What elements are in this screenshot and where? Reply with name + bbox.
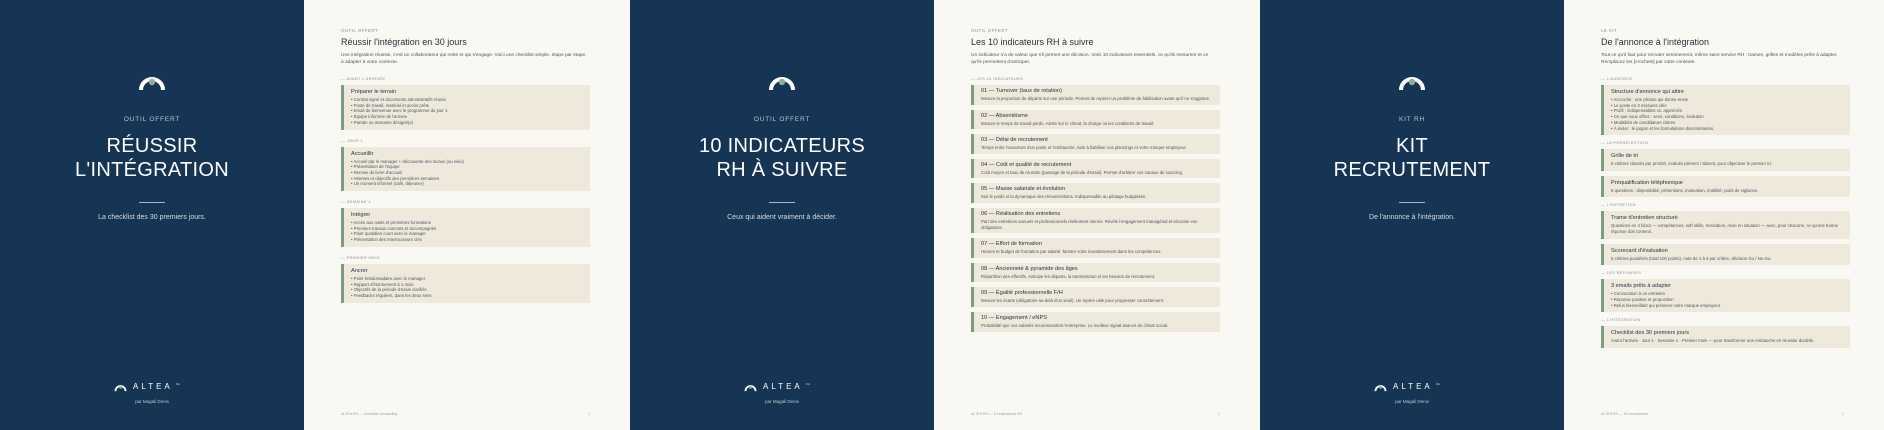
page-title: Les 10 indicateurs RH à suivre: [971, 37, 1094, 47]
page-intro: Une intégration réussie, c'est un collaborateur qui reste et qui s'engage. Voici une checklist simple, étape par étape, à adapter à votre contexte.: [341, 53, 587, 65]
page-title: Réussir l'intégration en 30 jours: [341, 37, 467, 47]
card-title: 10 — Engagement / eNPS: [981, 314, 1047, 321]
page-intro: Tout ce qu'il faut pour recruter sereinement, même sans service RH : trames, grilles et modèles prêts à adapter. Remplacez les [crochets] par votre contexte.: [1601, 53, 1838, 65]
list-item: • Objectifs de la période d'essai clarifiés: [351, 287, 584, 293]
brand-logo: [1374, 379, 1450, 393]
section-label: — LA PRÉSÉLECTION: [1601, 140, 1850, 145]
list-item: • Accroche : une phrase qui donne envie: [1611, 97, 1844, 103]
page-intro: Un indicateur n'a de valeur que s'il permet une décision. Voici 10 indicateurs essentiels, ce qu'ils mesurent et ce qu'ils permettent d'anticiper.: [971, 53, 1209, 65]
section-label: — LES 10 INDICATEURS: [971, 76, 1220, 81]
cover-indicators: [630, 0, 934, 430]
card-description: Répartition des effectifs. Anticipe les départs, la transmission et les besoins de recrutement.: [981, 273, 1156, 279]
brand-tm: RH: [175, 381, 181, 386]
indicator-card: [971, 85, 1220, 105]
list-item: • Contrat signé et documents administratifs réunis: [351, 97, 584, 103]
list-item: • Équipe informée de l'arrivée: [351, 114, 584, 120]
indicator-card: [971, 183, 1220, 203]
card-title: 3 emails prêts à adapter: [1611, 283, 1672, 290]
altea-logo-icon: [768, 68, 796, 92]
page-footer: ALTEA RH — 10 indicateurs RH: [971, 412, 1023, 416]
list-item: • Rapport d'étonnement à 1 mois: [351, 282, 584, 288]
altea-logo-icon: [138, 68, 166, 92]
card-description: Probabilité que vos salariés recommandent l'entreprise. Le meilleur signal avancé du climat social.: [981, 322, 1169, 328]
list-item: • Accueil par le manager + découverte des locaux (ou visio): [351, 159, 584, 165]
card-description: 5 questions : disponibilité, prétentions, motivation, mobilité, point de vigilance.: [1611, 187, 1759, 193]
card-description: Mesure le temps de travail perdu. Alerte sur le climat, la charge ou les conditions de travail.: [981, 120, 1155, 126]
cover-author: par Magali Denis: [1395, 399, 1429, 404]
card-title: 04 — Coût et qualité de recrutement: [981, 161, 1072, 168]
card-title: 07 — Effort de formation: [981, 241, 1042, 248]
card-description: Part des entretiens annuels et professionnels réellement menés. Révèle l'engagement managérial et sécurise vos obligations.: [981, 218, 1198, 230]
cover-title-line: RH À SUIVRE: [716, 159, 848, 181]
cover-subtitle: La checklist des 30 premiers jours.: [98, 214, 206, 221]
card-title: Grille de tri: [1611, 153, 1639, 160]
card-title: Checklist des 30 premiers jours: [1611, 330, 1690, 337]
page-eyebrow: OUTIL OFFERT: [971, 28, 1009, 33]
page-hr-indicators: [934, 0, 1260, 430]
cover-subtitle: De l'annonce à l'intégration.: [1369, 214, 1455, 221]
list-item: • Point quotidien court avec le manager: [351, 231, 584, 237]
altea-logo-icon: [1374, 381, 1387, 392]
list-item: • Un moment informel (café, déjeuner): [351, 181, 584, 187]
checklist-card: [341, 147, 590, 192]
card-title: Scorecard d'évaluation: [1611, 247, 1668, 254]
altea-logo-icon: [1398, 68, 1426, 92]
brand-name: ALTEA: [763, 381, 803, 391]
cover-subtitle: Ceux qui aident vraiment à décider.: [727, 214, 837, 221]
section-label: — L'ANNONCE: [1601, 76, 1850, 81]
list-item: • Attentes et objectifs des premières semaines: [351, 176, 584, 182]
kit-card: [1601, 326, 1850, 348]
cover-label: KIT RH: [1399, 116, 1425, 123]
card-title: Accueillir: [351, 150, 374, 157]
indicator-card: [971, 208, 1220, 233]
indicator-card: [971, 110, 1220, 130]
indicator-card: [971, 287, 1220, 307]
cover-title-line: RECRUTEMENT: [1333, 159, 1491, 181]
brand-tm: RH: [1435, 381, 1441, 386]
cover-author: par Magali Denis: [765, 399, 799, 404]
checklist-card: [341, 208, 590, 247]
card-description: Temps entre l'ouverture d'un poste et l'embauche. Aide à fiabiliser vos plannings et votre marque employeur.: [981, 145, 1187, 151]
page-title: De l'annonce à l'intégration: [1601, 37, 1710, 47]
card-description: Questions en 4 blocs — compétences, soft skills, motivation, mise en situation — avec, pour chacune, ce qu'une bonne réponse doit contenir.: [1611, 223, 1839, 234]
section-label: — L'ENTRETIEN: [1601, 202, 1850, 207]
page-eyebrow: OUTIL OFFERT: [341, 28, 379, 33]
indicator-card: [971, 159, 1220, 179]
brand-logo: [114, 379, 190, 393]
cover-title-line: RÉUSSIR: [106, 135, 198, 157]
list-item: • Ce que vous offrez : sens, conditions, évolution: [1611, 114, 1844, 120]
kit-card: [1601, 176, 1850, 198]
card-title: Ancrer: [351, 267, 368, 274]
card-description: 5 critères pondérés (total 100 points), note de 1 à 5 par critère, décision Go / No-Go.: [1611, 255, 1772, 261]
list-item: • Présentation de l'équipe: [351, 164, 584, 170]
cover-author: par Magali Denis: [135, 399, 169, 404]
card-title: 09 — Égalité professionnelle F/H: [981, 290, 1063, 297]
card-title: Préparer le terrain: [351, 89, 397, 95]
section-label: — SEMAINE 1: [341, 199, 590, 204]
indicator-card: [971, 134, 1220, 154]
cover-title-line: KIT: [1395, 135, 1428, 157]
kit-card: [1601, 244, 1850, 266]
card-title: 02 — Absentéisme: [981, 112, 1028, 119]
brand-name: ALTEA: [133, 381, 173, 391]
brand-name: ALTEA: [1393, 381, 1433, 391]
section-label: — L'INTÉGRATION: [1601, 317, 1850, 322]
card-title: Préqualification téléphonique: [1611, 179, 1683, 186]
page-eyebrow: LE KIT: [1601, 28, 1618, 33]
altea-logo-icon: [114, 381, 127, 392]
card-description: Heures et budget de formation par salarié. Montre votre investissement dans les compétences.: [981, 249, 1162, 255]
list-item: • Le poste en 3 missions clés: [1611, 103, 1844, 109]
page-number: 1: [588, 412, 590, 416]
kit-card: [1601, 149, 1850, 171]
cover-title: [0, 134, 304, 182]
list-item: • Point hebdomadaire avec le manager: [351, 276, 584, 282]
checklist-card: [341, 264, 590, 303]
cover-title-line: 10 INDICATEURS: [698, 135, 866, 157]
brand-tm: RH: [805, 381, 811, 386]
cover-title: [630, 134, 934, 182]
kit-card: [1601, 85, 1850, 135]
page-footer: ALTEA RH — Checklist onboarding: [341, 412, 398, 416]
page-onboarding-checklist: [304, 0, 630, 430]
card-title: Structure d'annonce qui attire: [1611, 89, 1684, 95]
card-description: 6 critères classés par priorité, évalués présent / absent, pour objectiver le premier tri.: [1611, 161, 1772, 167]
card-title: 05 — Masse salariale et évolution: [981, 186, 1065, 193]
page-number: 1: [1842, 412, 1844, 416]
list-item: • Parrain ou marraine désigné(e): [351, 120, 584, 126]
page-footer: ALTEA RH — Kit recrutement: [1601, 412, 1649, 416]
list-item: • Poste de travail, matériel et accès prêts: [351, 103, 584, 109]
list-item: • Présentation des interlocuteurs clés: [351, 237, 584, 243]
kit-card: [1601, 211, 1850, 238]
page-number: 1: [1218, 412, 1220, 416]
card-title: Trame d'entretien structuré: [1611, 215, 1678, 222]
card-description: Coût moyen et taux de réussite (passage de la période d'essai). Permet d'arbitrer vos canaux de sourcing.: [981, 169, 1184, 175]
list-item: • Refus bienveillant qui préserve votre marque employeur: [1611, 303, 1844, 309]
list-item: • Modalités de candidature claires: [1611, 120, 1844, 126]
kit-card: [1601, 279, 1850, 312]
section-label: — JOUR 1: [341, 138, 590, 143]
section-label: — LES RÉPONSES: [1601, 270, 1850, 275]
list-item: • À éviter : le jargon et les formulations discriminantes.: [1611, 126, 1844, 132]
indicator-card: [971, 312, 1220, 332]
list-item: • Email de bienvenue avec le programme du jour 1: [351, 108, 584, 114]
card-title: 06 — Réalisation des entretiens: [981, 210, 1061, 217]
card-title: 03 — Délai de recrutement: [981, 137, 1048, 144]
cover-title: [1260, 134, 1564, 182]
cover-recruitment-kit: [1260, 0, 1564, 430]
cover-label: OUTIL OFFERT: [753, 116, 811, 123]
list-item: • Accès aux outils et premières formations: [351, 220, 584, 226]
cover-onboarding: [0, 0, 304, 430]
card-title: 01 — Turnover (taux de rotation): [981, 88, 1062, 94]
list-item: • Feedbacks réguliers, dans les deux sens: [351, 293, 584, 299]
brand-logo: [744, 379, 820, 393]
cover-title-line: L'INTÉGRATION: [74, 159, 230, 181]
list-item: • Premiers travaux concrets et accompagnés: [351, 226, 584, 232]
list-item: • Réponse positive et proposition: [1611, 297, 1844, 303]
section-label: — AVANT L'ARRIVÉE: [341, 76, 590, 81]
list-item: • Profil : indispensables vs. appréciés: [1611, 108, 1844, 114]
cover-divider: [1399, 202, 1425, 203]
section-label: — PREMIER MOIS: [341, 255, 590, 260]
indicator-card: [971, 238, 1220, 258]
checklist-card: [341, 85, 590, 130]
list-item: • Convocation à un entretien: [1611, 291, 1844, 297]
page-recruitment-kit: [1564, 0, 1884, 430]
cover-divider: [139, 202, 165, 203]
indicator-card: [971, 263, 1220, 283]
card-title: Intégrer: [351, 212, 371, 219]
altea-logo-icon: [744, 381, 757, 392]
card-description: Mesure les écarts (obligatoire au-delà d'un seuil). Un repère utile pour progresser concrètement.: [981, 298, 1165, 304]
card-description: Suit le poids et la dynamique des rémunérations. Indispensable au pilotage budgétaire.: [981, 194, 1147, 200]
list-item: • Remise du livret d'accueil: [351, 170, 584, 176]
card-title: 08 — Ancienneté & pyramide des âges: [981, 265, 1078, 272]
cover-label: OUTIL OFFERT: [123, 116, 181, 123]
cover-divider: [769, 202, 795, 203]
card-description: Mesure la proportion de départs sur une période. Permet de repérer un problème de fidélisation avant qu'il ne s'aggrave.: [981, 96, 1211, 101]
card-description: Avant l'arrivée · Jour 1 · Semaine 1 · Premier mois — pour transformer une embauche en réussite durable.: [1611, 338, 1815, 344]
